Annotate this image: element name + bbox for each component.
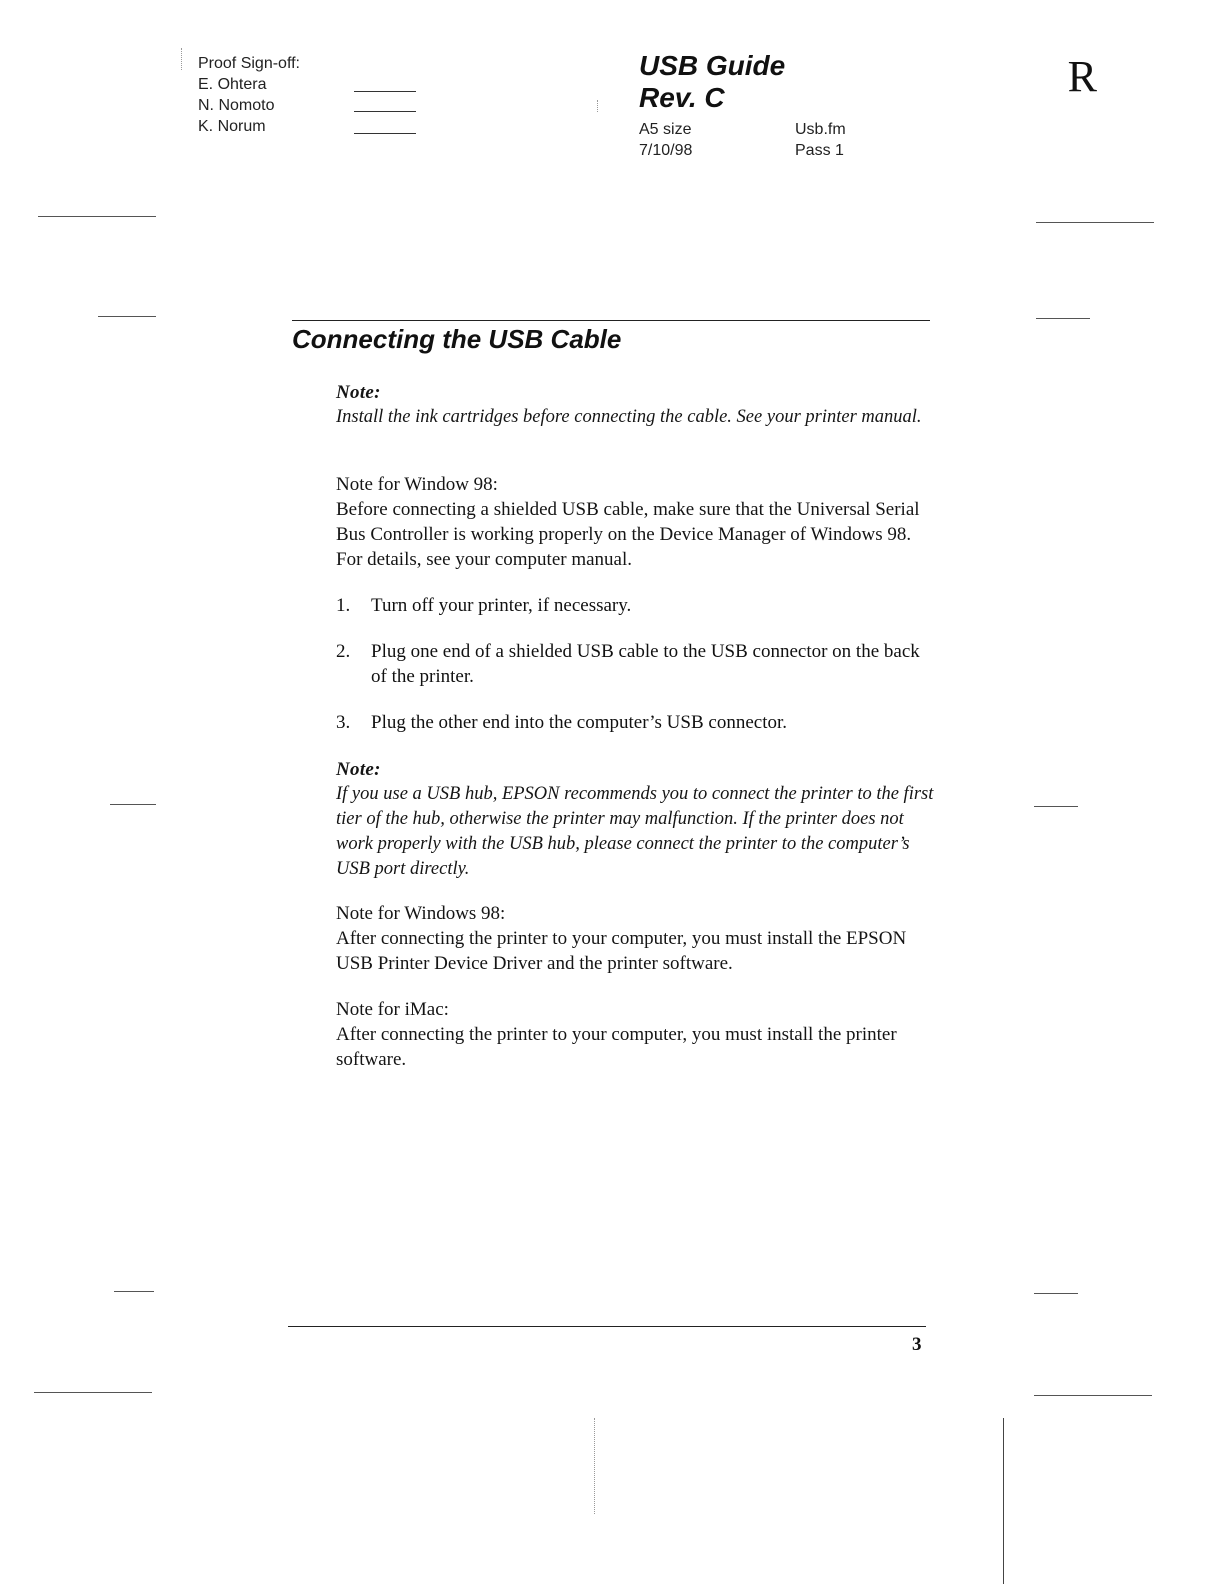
document-title-line1: USB Guide <box>639 50 786 81</box>
center-tick-bottom <box>594 1418 595 1514</box>
proof-name-nomoto: N. Nomoto <box>198 97 275 114</box>
windows98-install-text: After connecting the printer to your computer, you must install the EPSON USB Printer Device Driver and the printer software. <box>336 928 907 974</box>
note-block-1 <box>336 380 936 430</box>
step-number: 2. <box>336 641 351 662</box>
crop-mark-bottom-left <box>34 1392 152 1393</box>
document-revision: Rev. C <box>639 82 725 113</box>
binding-edge-line <box>1003 1418 1004 1584</box>
meta-file: Usb.fm <box>795 121 846 138</box>
crop-mark-mid-right <box>1034 806 1078 807</box>
crop-mark-lower-left <box>114 1291 154 1292</box>
page-number: 3 <box>912 1334 922 1355</box>
step-number: 3. <box>336 712 351 733</box>
note-label: Note: <box>336 382 381 403</box>
step-number: 1. <box>336 595 351 616</box>
imac-note-block <box>336 997 936 1072</box>
step-text: Plug one end of a shielded USB cable to the USB connector on the back of the printer. <box>371 641 920 687</box>
windows98-install-note <box>336 901 936 976</box>
crop-mark-upper-left <box>98 316 156 317</box>
windows98-install-heading: Note for Windows 98: <box>336 903 506 924</box>
meta-pass: Pass 1 <box>795 142 844 159</box>
meta-size: A5 size <box>639 121 692 138</box>
step-text: Plug the other end into the computer’s USB connector. <box>371 712 787 733</box>
proof-name-ohtera: E. Ohtera <box>198 76 267 93</box>
note-block-2 <box>336 757 936 882</box>
section-rule <box>292 320 930 321</box>
proof-margin-tick <box>181 48 182 70</box>
windows98-heading: Note for Window 98: <box>336 474 498 495</box>
step-text: Turn off your printer, if necessary. <box>371 595 632 616</box>
signature-line-1 <box>354 91 416 92</box>
signature-line-2 <box>354 111 416 112</box>
section-heading: Connecting the USB Cable <box>292 324 622 354</box>
crop-mark-bottom-right <box>1034 1395 1152 1396</box>
proof-name-norum: K. Norum <box>198 118 266 135</box>
meta-date: 7/10/98 <box>639 142 693 159</box>
center-tick-top <box>597 100 598 112</box>
imac-text: After connecting the printer to your computer, you must install the printer software. <box>336 1024 897 1070</box>
signature-line-3 <box>354 133 416 134</box>
windows98-note-block <box>336 472 936 572</box>
note-text: If you use a USB hub, EPSON recommends you to connect the printer to the first tier of the hub, otherwise the printer may malfunction. If the printer does not work properly with the USB hub, please connect the printer to the computer’s USB port directly. <box>336 784 934 879</box>
corner-mark: R <box>1067 52 1097 101</box>
crop-mark-top-left <box>38 216 156 217</box>
note-label: Note: <box>336 759 381 780</box>
footer-rule <box>288 1326 926 1327</box>
proof-signoff <box>198 53 300 137</box>
proof-title: Proof Sign-off: <box>198 55 300 72</box>
document-title <box>639 50 785 114</box>
crop-mark-lower-right <box>1034 1293 1078 1294</box>
note-text: Install the ink cartridges before connecting the cable. See your printer manual. <box>336 407 922 427</box>
crop-mark-top-right <box>1036 222 1154 223</box>
imac-heading: Note for iMac: <box>336 999 449 1020</box>
crop-mark-mid-left <box>110 804 156 805</box>
crop-mark-upper-right <box>1036 318 1090 319</box>
windows98-text: Before connecting a shielded USB cable, make sure that the Universal Serial Bus Controller is working properly on the Device Manager of Windows 98. For details, see your computer manual. <box>336 499 920 570</box>
